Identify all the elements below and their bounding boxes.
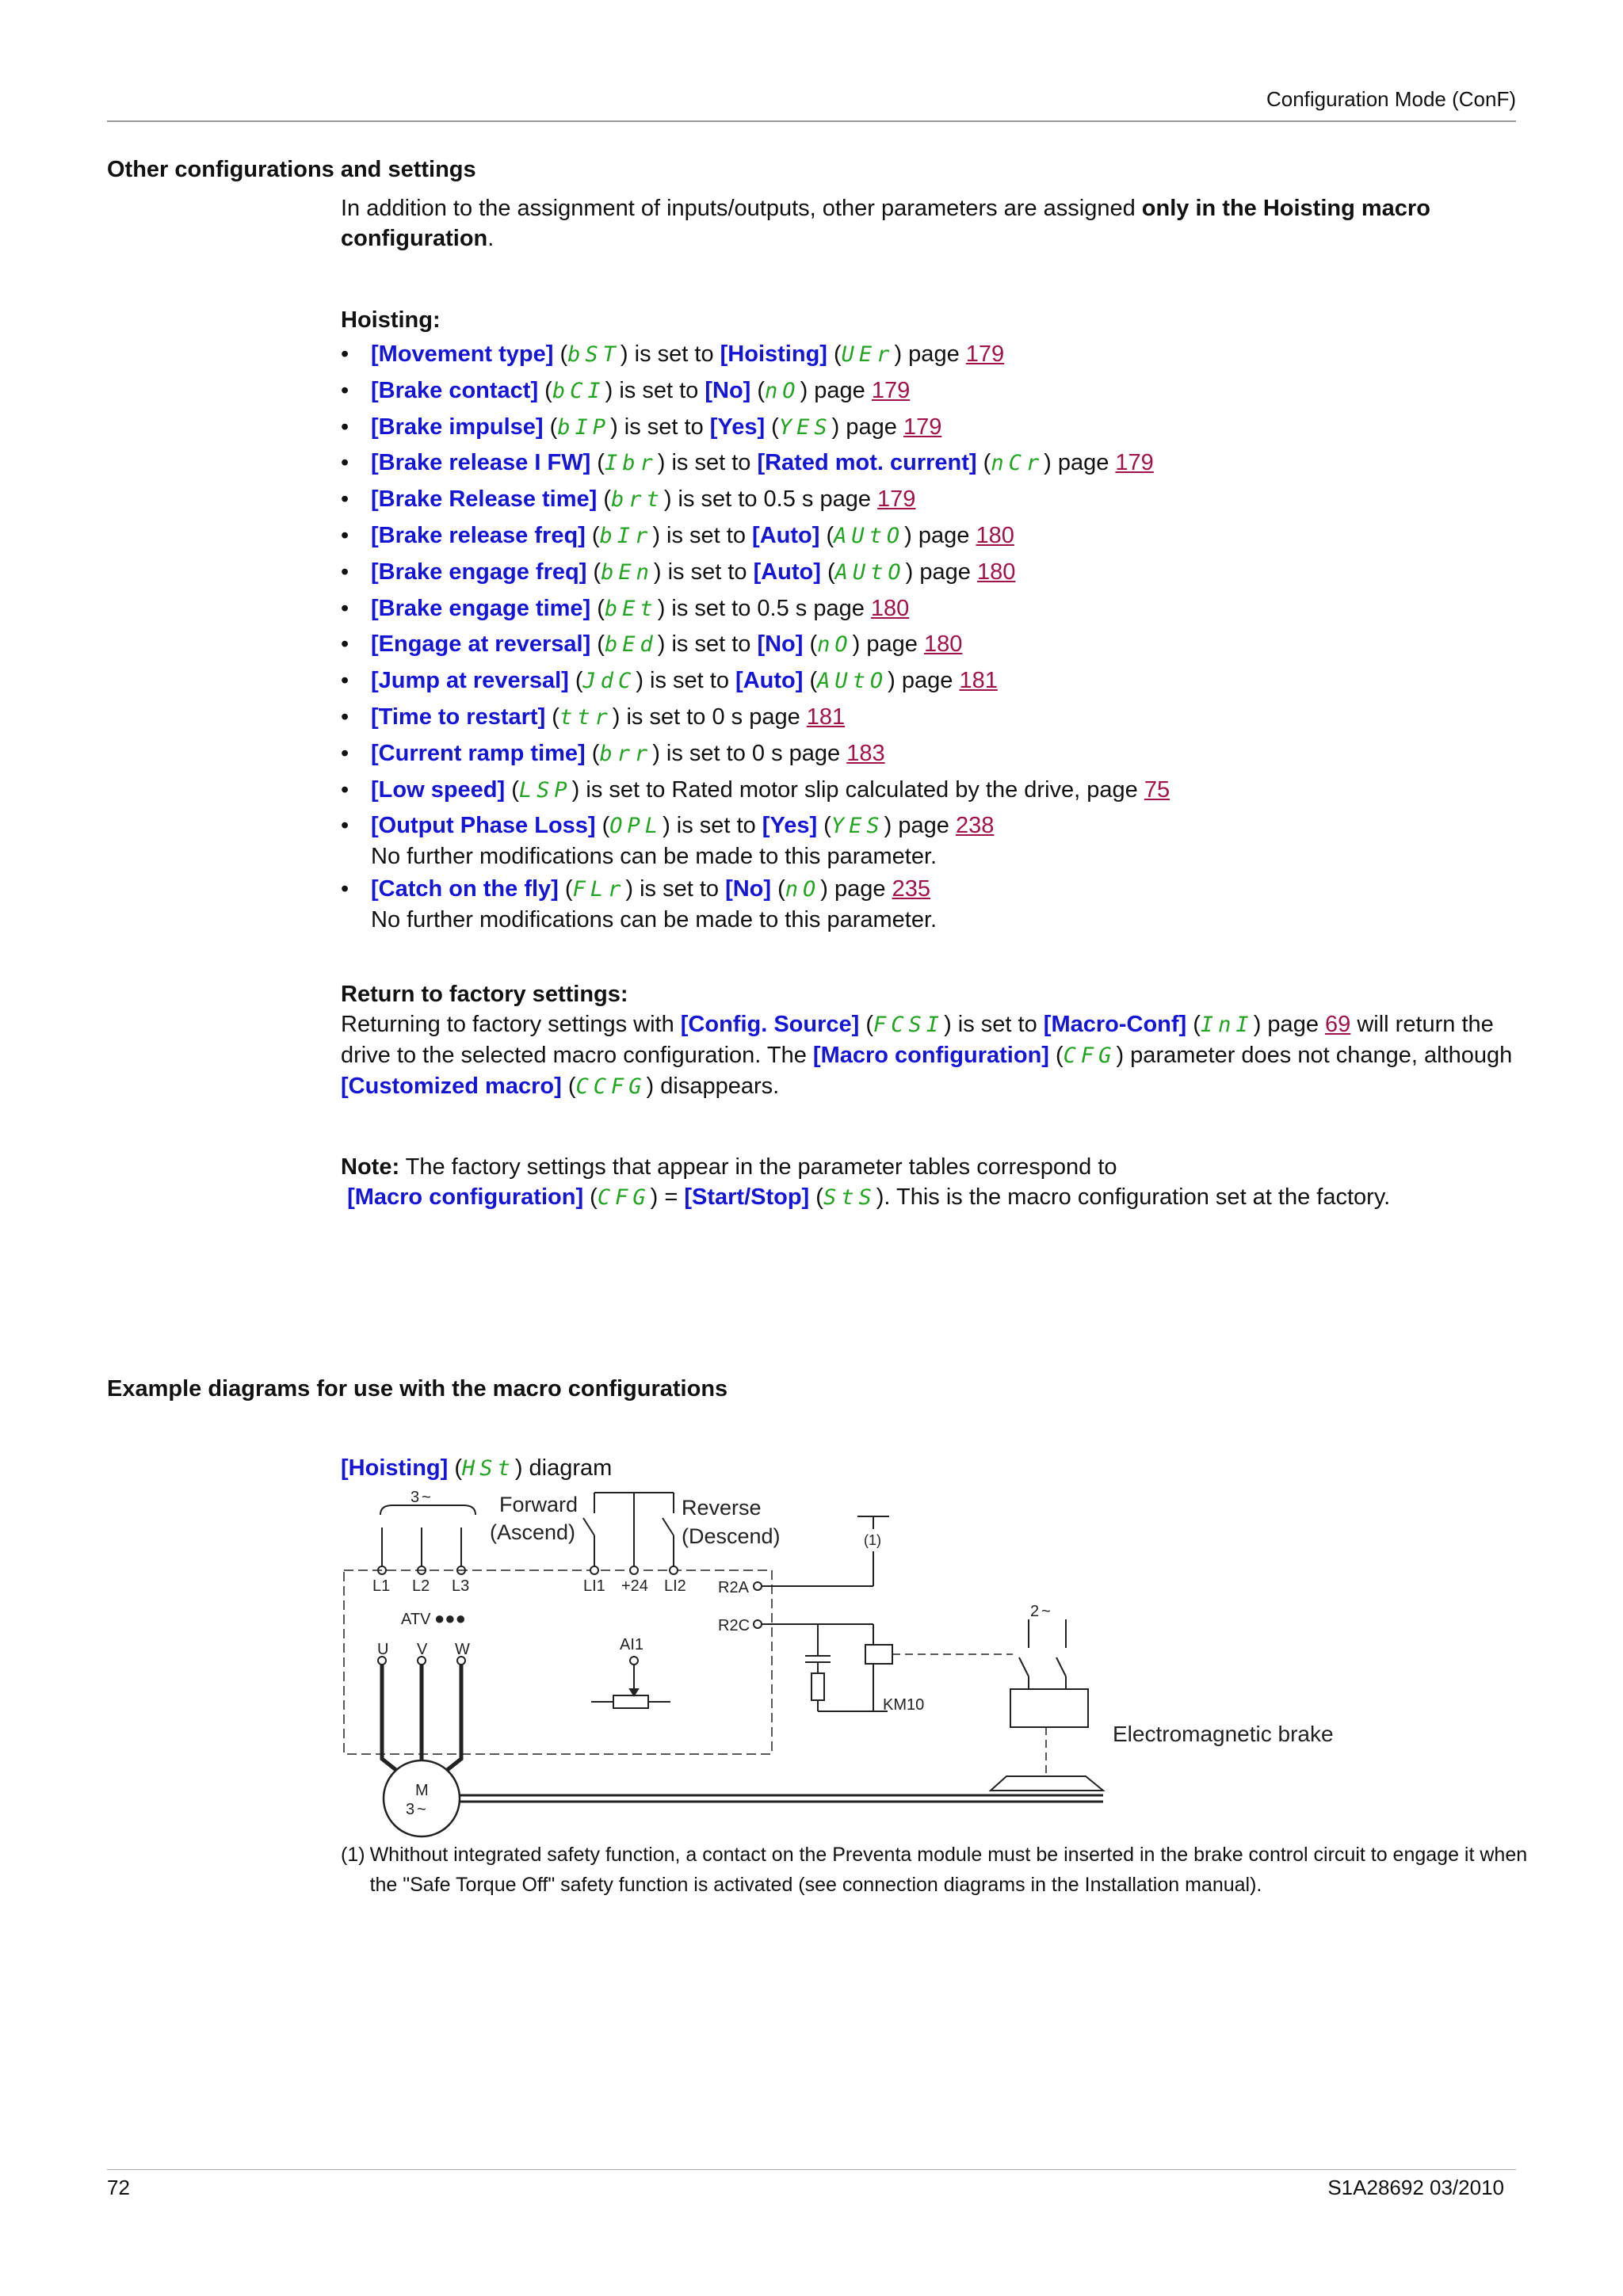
parameter-value: [Yes] <box>762 813 818 839</box>
tilde-glyph-1: ~ <box>422 1489 431 1506</box>
intro-paragraph <box>341 193 1522 254</box>
three-phase-label: 3 <box>411 1489 420 1506</box>
factory-text-1: Returning to factory settings with <box>341 1012 681 1037</box>
parameter-value: [Auto] <box>735 668 804 694</box>
page-word: page <box>892 813 956 839</box>
footnote-table <box>341 1840 1529 1900</box>
note-start-stop-code: StS <box>823 1185 876 1210</box>
intro-bold: only in the Hoisting macro configuration <box>341 196 1430 251</box>
parameter-name: [Time to restart] <box>371 704 546 730</box>
hoisting-item: • [Jump at reversal] (JdC) is set to [Auto] (AUtO) page 181 <box>341 663 1522 700</box>
hoisting-item: • [Low speed] (LSP) is set to Rated motor slip calculated by the drive, page 75 <box>341 772 1522 809</box>
factory-heading: Return to factory settings: <box>341 982 628 1007</box>
parameter-setting-text: is set to <box>617 414 710 440</box>
parameter-name: [Current ramp time] <box>371 740 586 766</box>
motor-label: M <box>415 1782 429 1799</box>
parameter-value-code: nO <box>785 877 821 902</box>
parameter-code: brr <box>599 741 653 766</box>
terminal-li1: LI1 <box>583 1577 605 1595</box>
page-word: page <box>913 559 977 585</box>
hoisting-heading: Hoisting: <box>341 307 441 333</box>
macro-configuration-param: [Macro configuration] <box>812 1043 1049 1068</box>
parameter-code: brt <box>611 487 664 513</box>
parameter-value: [Yes] <box>709 414 766 440</box>
parameter-setting-text: is set to <box>661 559 754 585</box>
page-link[interactable]: 179 <box>1115 450 1154 476</box>
parameter-setting-text: is set to 0 s page <box>620 704 807 730</box>
macro-configuration-code: CFG <box>1063 1043 1117 1068</box>
customized-macro-code: CCFG <box>575 1074 647 1099</box>
parameter-code: bEd <box>604 632 658 658</box>
running-header: Configuration Mode (ConF) <box>1266 87 1516 111</box>
two-phase-label: 2 <box>1030 1603 1040 1620</box>
page-link[interactable]: 183 <box>846 740 885 766</box>
hoisting-list <box>341 337 1522 935</box>
hoisting-item: • [Catch on the fly] (FLr) is set to [No] (nO) page 235 No further modifications can be made to this parameter. <box>341 871 1522 935</box>
parameter-value: [No] <box>725 876 772 902</box>
page-word: page <box>860 631 924 658</box>
brake-coil <box>1010 1689 1088 1727</box>
parameter-value-code: AUtO <box>834 523 905 548</box>
parameter-setting-text: is set to 0.5 s page <box>665 595 871 621</box>
factory-text-2: is set to <box>951 1012 1044 1037</box>
page-link[interactable]: 181 <box>806 704 846 730</box>
parameter-setting-text: is set to <box>665 450 758 476</box>
terminal-w: W <box>455 1641 470 1658</box>
terminal-ai1: AI1 <box>620 1636 644 1653</box>
note-macro-config-param: [Macro configuration] <box>347 1184 584 1210</box>
hoisting-wiring-diagram <box>333 1482 1363 1846</box>
hoisting-item: • [Brake contact] (bCI) is set to [No] (nO) page 179 <box>341 373 1522 410</box>
factory-text-4: will return the drive to the selected macro configuration. The <box>341 1012 1494 1068</box>
page-number: 72 <box>107 2176 130 2199</box>
parameter-note: No further modifications can be made to this parameter. <box>371 906 938 933</box>
diagram-title: [Hoisting] (HSt) diagram <box>341 1455 613 1481</box>
parameter-code: bIP <box>557 414 611 440</box>
parameter-code: bST <box>567 342 621 367</box>
macro-conf-code: InI <box>1200 1013 1254 1037</box>
diagram-word: diagram <box>522 1455 613 1481</box>
parameter-value: [No] <box>705 377 751 403</box>
parameter-value: [No] <box>757 631 804 658</box>
page-link[interactable]: 179 <box>965 341 1005 367</box>
page-link[interactable]: 180 <box>976 559 1016 585</box>
parameter-setting-text: is set to <box>660 522 753 548</box>
parameter-setting-text: is set to <box>613 377 705 403</box>
terminal-r2a: R2A <box>718 1579 749 1596</box>
atv-label: ATV <box>401 1611 431 1628</box>
footer-rule <box>107 2169 1516 2170</box>
parameter-code: FLr <box>572 877 626 902</box>
parameter-code: bCI <box>552 378 605 403</box>
page-link[interactable]: 180 <box>976 522 1014 548</box>
parameter-name: [Movement type] <box>371 341 554 367</box>
parameter-value-code: UEr <box>841 342 895 367</box>
parameter-code: Ibr <box>604 451 658 476</box>
intro-text: In addition to the assignment of inputs/outputs, other parameters are assigned <box>341 196 1142 221</box>
parameter-value: [Auto] <box>752 522 820 548</box>
atv-dots: ●●● <box>434 1608 466 1628</box>
header-rule <box>107 120 1516 122</box>
hoisting-item: • [Brake Release time] (brt) is set to 0.5 s page 179 <box>341 482 1522 518</box>
footnote <box>341 1840 1529 1900</box>
footnote-text: Whithout integrated safety function, a contact on the Preventa module must be inserted in the brake control circuit to engage it when the "Safe Torque Off" safety function is activated (see connection diagrams in the Installation manual). <box>369 1844 1528 1896</box>
page-link[interactable]: 179 <box>871 377 911 403</box>
parameter-value-code: nO <box>817 632 853 658</box>
page-word: page <box>895 668 960 694</box>
parameter-value-code: nO <box>765 378 800 403</box>
parameter-setting-text: is set to <box>670 813 762 839</box>
parameter-name: [Brake contact] <box>371 377 539 403</box>
note-text-2: = <box>658 1184 685 1210</box>
parameter-name: [Brake release I FW] <box>371 450 591 476</box>
footnote-mark: (1) <box>341 1844 365 1866</box>
terminal-l3: L3 <box>452 1577 470 1595</box>
parameter-code: bIr <box>599 523 653 548</box>
terminal-r2c: R2C <box>718 1617 750 1634</box>
parameter-setting-text: is set to Rated motor slip calculated by the drive, page <box>579 776 1144 803</box>
note-text-1: The factory settings that appear in the parameter tables correspond to <box>399 1154 1117 1180</box>
page-word: page <box>808 377 872 403</box>
parameter-value-code: AUtO <box>817 669 888 694</box>
terminal-v: V <box>417 1641 428 1658</box>
parameter-setting-text: is set to 0.5 s page <box>671 486 878 513</box>
terminal-24v: +24 <box>621 1577 648 1595</box>
page-link[interactable]: 179 <box>903 414 942 440</box>
reverse-label: Reverse <box>682 1496 762 1520</box>
parameter-name: [Brake engage freq] <box>371 559 587 585</box>
hoisting-item: • [Output Phase Loss] (OPL) is set to [Yes] (YES) page 238 No further modifications can be made to this parameter. <box>341 808 1522 871</box>
document-reference: S1A28692 03/2010 <box>1327 2176 1504 2199</box>
page-link[interactable]: 180 <box>923 631 963 658</box>
note-marker-1: (1) <box>864 1532 881 1548</box>
note-macro-config-code: CFG <box>597 1185 651 1210</box>
parameter-name: [Catch on the fly] <box>371 876 559 902</box>
parameter-name: [Output Phase Loss] <box>371 813 596 839</box>
hoisting-item: • [Brake engage freq] (bEn) is set to [Auto] (AUtO) page 180 <box>341 555 1522 591</box>
parameter-name: [Brake release freq] <box>371 522 586 548</box>
electromagnetic-brake-label: Electromagnetic brake <box>1113 1722 1334 1746</box>
parameter-value: [Rated mot. current] <box>757 450 977 476</box>
page-word: page <box>911 522 976 548</box>
parameter-value-code: nCr <box>991 451 1044 476</box>
factory-text-5: parameter does not change, although <box>1124 1043 1513 1068</box>
parameter-name: [Low speed] <box>371 776 506 803</box>
terminal-l2: L2 <box>412 1577 430 1595</box>
parameter-code: LSP <box>518 777 572 803</box>
config-source-code: FCSI <box>873 1013 945 1037</box>
parameter-value-code: AUtO <box>834 559 906 585</box>
three-phase-brace <box>380 1505 475 1515</box>
note-label: Note: <box>341 1154 400 1180</box>
note-start-stop-value: [Start/Stop] <box>684 1184 810 1210</box>
parameter-name: [Jump at reversal] <box>371 668 569 694</box>
forward-label: Forward <box>499 1493 579 1516</box>
page-link[interactable]: 179 <box>877 486 916 513</box>
hoisting-item: • [Engage at reversal] (bEd) is set to [No] (nO) page 180 <box>341 627 1522 663</box>
section-title-example-diagrams: Example diagrams for use with the macro configurations <box>107 1376 728 1402</box>
descend-label: (Descend) <box>682 1524 781 1548</box>
parameter-setting-text: is set to <box>633 876 726 902</box>
note-text-3: . This is the macro configuration set at the factory. <box>884 1184 1391 1210</box>
parameter-value-code: YES <box>831 814 884 839</box>
motor-phase-label: 3 <box>406 1801 415 1818</box>
hoisting-item: • [Brake impulse] (bIP) is set to [Yes] (YES) page 179 <box>341 410 1522 446</box>
parameter-value: [Auto] <box>753 559 821 585</box>
parameter-note: No further modifications can be made to this parameter. <box>371 844 938 870</box>
parameter-name: [Engage at reversal] <box>371 631 591 658</box>
section-title-other-configs: Other configurations and settings <box>107 157 476 182</box>
parameter-name: [Brake Release time] <box>371 486 598 513</box>
parameter-code: bEn <box>601 559 654 585</box>
parameter-code: ttr <box>559 704 613 730</box>
hoisting-item: • [Movement type] (bST) is set to [Hoisting] (UEr) page 179 <box>341 337 1522 373</box>
hoisting-item: • [Brake release freq] (bIr) is set to [Auto] (AUtO) page 180 <box>341 518 1522 555</box>
page-word: page <box>827 876 892 902</box>
drive-box <box>344 1570 772 1754</box>
hoisting-diagram-label: [Hoisting] <box>341 1455 449 1481</box>
hoisting-item: • [Brake release I FW] (Ibr) is set to [Rated mot. current] (nCr) page 179 <box>341 445 1522 482</box>
page-word: page <box>902 341 966 367</box>
customized-macro-param: [Customized macro] <box>341 1074 562 1099</box>
terminal-li2: LI2 <box>664 1577 686 1595</box>
terminal-u: U <box>377 1641 389 1658</box>
factory-text-3: page <box>1261 1012 1326 1037</box>
page-link[interactable]: 238 <box>955 813 995 839</box>
parameter-name: [Brake engage time] <box>371 595 591 621</box>
ascend-label: (Ascend) <box>490 1520 576 1544</box>
config-source-param: [Config. Source] <box>680 1012 860 1037</box>
page-link[interactable]: 235 <box>892 876 930 902</box>
factory-block <box>341 979 1522 1102</box>
page-link[interactable]: 181 <box>959 668 998 694</box>
page-link[interactable]: 180 <box>870 595 910 621</box>
hoisting-diagram-code: HSt <box>462 1456 515 1481</box>
parameter-value: [Hoisting] <box>720 341 827 367</box>
note-block: Note: The factory settings that appear in the parameter tables correspond to [Macro configuration] (CFG) = [Start/Stop] (StS). This is the macro configuration set at the factory. <box>341 1154 1391 1210</box>
page-word: page <box>839 414 903 440</box>
parameter-setting-text: is set to <box>665 631 758 658</box>
page-link[interactable]: 75 <box>1144 776 1170 803</box>
macro-conf-value: [Macro-Conf] <box>1043 1012 1187 1037</box>
intro-end: . <box>487 226 495 251</box>
hoisting-item: • [Current ramp time] (brr) is set to 0 s page 183 <box>341 736 1522 772</box>
parameter-code: bEt <box>604 596 658 621</box>
parameter-setting-text: is set to 0 s page <box>659 740 847 766</box>
parameter-value-code: YES <box>778 414 832 440</box>
km10-label: KM10 <box>883 1696 925 1714</box>
parameter-code: OPL <box>609 814 663 839</box>
parameter-setting-text: is set to <box>643 668 736 694</box>
tilde-glyph-3: ~ <box>417 1801 426 1818</box>
parameter-setting-text: is set to <box>628 341 720 367</box>
factory-paragraph: Returning to factory settings with [Config. Source] (FCSI) is set to [Macro-Conf] (InI) page 69 will return the drive to the selected macro configuration. The [Macro configuration] (CFG) parameter does not change, although [Customized macro] (CCFG) disappears. <box>341 1012 1513 1099</box>
hoisting-block <box>341 305 1522 935</box>
parameter-name: [Brake impulse] <box>371 414 544 440</box>
hoisting-item: • [Time to restart] (ttr) is set to 0 s page 181 <box>341 700 1522 736</box>
page-word: page <box>1051 450 1116 476</box>
hoisting-item: • [Brake engage time] (bEt) is set to 0.5 s page 180 <box>341 591 1522 627</box>
terminal-l1: L1 <box>372 1577 391 1595</box>
page-link-69[interactable]: 69 <box>1325 1012 1351 1037</box>
tilde-glyph-2: ~ <box>1041 1603 1051 1620</box>
parameter-code: JdC <box>582 669 636 694</box>
factory-text-6: disappears. <box>654 1074 780 1099</box>
